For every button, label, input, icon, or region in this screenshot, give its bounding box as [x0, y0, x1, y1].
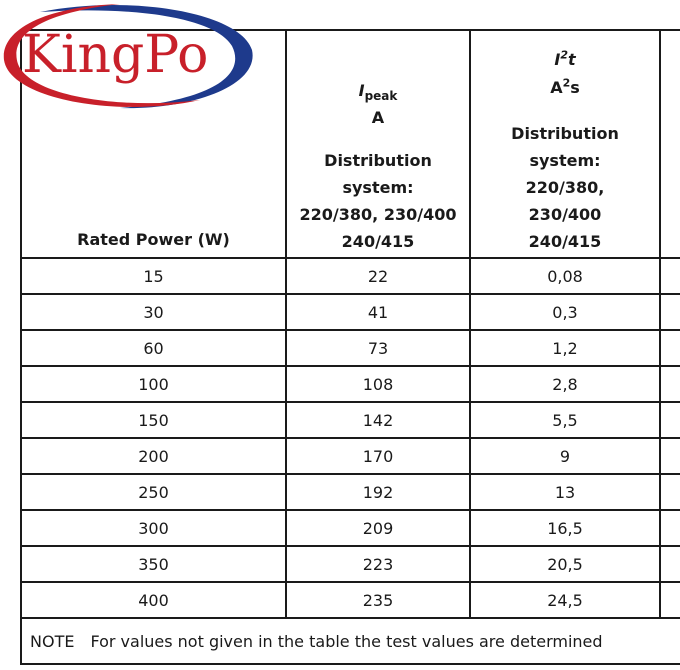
- i2t-voltages-line3: 240/415: [528, 232, 602, 251]
- overflow-cell: [660, 366, 680, 402]
- ipeak-dist-line1: Distribution: [324, 151, 432, 170]
- data-table-container: [20, 29, 680, 665]
- ipeak-symbol: $I_{peak}$: [358, 80, 398, 103]
- table-row: [21, 366, 680, 402]
- i2t-cell: 9: [470, 438, 660, 474]
- power-cell: 200: [21, 438, 286, 474]
- overflow-cell: [660, 510, 680, 546]
- header-i2t: [470, 30, 660, 258]
- header-overflow-column: [660, 30, 680, 258]
- ipeak-voltages-line1: 220/380, 230/400: [299, 205, 457, 224]
- ipeak-cell: 223: [286, 546, 470, 582]
- i2t-cell: 2,8: [470, 366, 660, 402]
- i2t-voltages-line2: 230/400: [528, 205, 602, 224]
- ipeak-cell: 235: [286, 582, 470, 618]
- ipeak-cell: 142: [286, 402, 470, 438]
- table-row: [21, 474, 680, 510]
- power-cell: 15: [21, 258, 286, 294]
- overflow-cell: [660, 294, 680, 330]
- power-cell: 350: [21, 546, 286, 582]
- table-row: [21, 330, 680, 366]
- header-rated-power-label: Rated Power (W): [77, 230, 230, 249]
- ipeak-cell: 73: [286, 330, 470, 366]
- i2t-voltages-line1: 220/380,: [525, 178, 605, 197]
- ipeak-voltages-line2: 240/415: [341, 232, 415, 251]
- power-cell: 60: [21, 330, 286, 366]
- i2t-cell: 1,2: [470, 330, 660, 366]
- kingpo-logo: [0, 0, 260, 112]
- overflow-cell: [660, 546, 680, 582]
- table-row: [21, 258, 680, 294]
- logo-text: KingPo: [22, 25, 209, 85]
- table-row: [21, 546, 680, 582]
- note-cell: [21, 618, 680, 664]
- table-row: [21, 582, 680, 618]
- ipeak-cell: 170: [286, 438, 470, 474]
- note-text: For values not given in the table the test values are determined: [90, 631, 603, 651]
- power-cell: 250: [21, 474, 286, 510]
- ipeak-cell: 192: [286, 474, 470, 510]
- power-cell: 150: [21, 402, 286, 438]
- table-row: [21, 402, 680, 438]
- i2t-cell: 0,3: [470, 294, 660, 330]
- note-label: NOTE: [30, 631, 75, 651]
- ipeak-cell: 41: [286, 294, 470, 330]
- table-row: [21, 438, 680, 474]
- table-row: [21, 510, 680, 546]
- ipeak-cell: 209: [286, 510, 470, 546]
- overflow-cell: [660, 258, 680, 294]
- i2t-cell: 0,08: [470, 258, 660, 294]
- ipeak-dist-line2: system:: [342, 178, 414, 197]
- power-cell: 400: [21, 582, 286, 618]
- i2t-dist-line1: Distribution: [511, 124, 619, 143]
- i2t-dist-line2: system:: [529, 151, 601, 170]
- i2t-cell: 20,5: [470, 546, 660, 582]
- i2t-cell: 5,5: [470, 402, 660, 438]
- power-cell: 300: [21, 510, 286, 546]
- i2t-cell: 13: [470, 474, 660, 510]
- overflow-cell: [660, 330, 680, 366]
- overflow-cell: [660, 402, 680, 438]
- table-row: [21, 294, 680, 330]
- i2t-cell: 16,5: [470, 510, 660, 546]
- note-row: [21, 618, 680, 664]
- overflow-cell: [660, 438, 680, 474]
- overflow-cell: [660, 474, 680, 510]
- header-ipeak: [286, 30, 470, 258]
- i2t-unit: $A^2s$: [550, 76, 580, 97]
- i2t-cell: 24,5: [470, 582, 660, 618]
- ipeak-cell: 22: [286, 258, 470, 294]
- power-cell: 30: [21, 294, 286, 330]
- data-table: [20, 29, 680, 665]
- overflow-cell: [660, 582, 680, 618]
- ipeak-cell: 108: [286, 366, 470, 402]
- power-cell: 100: [21, 366, 286, 402]
- i2t-symbol: $I^2t$: [554, 48, 576, 69]
- ipeak-unit: A: [371, 108, 385, 127]
